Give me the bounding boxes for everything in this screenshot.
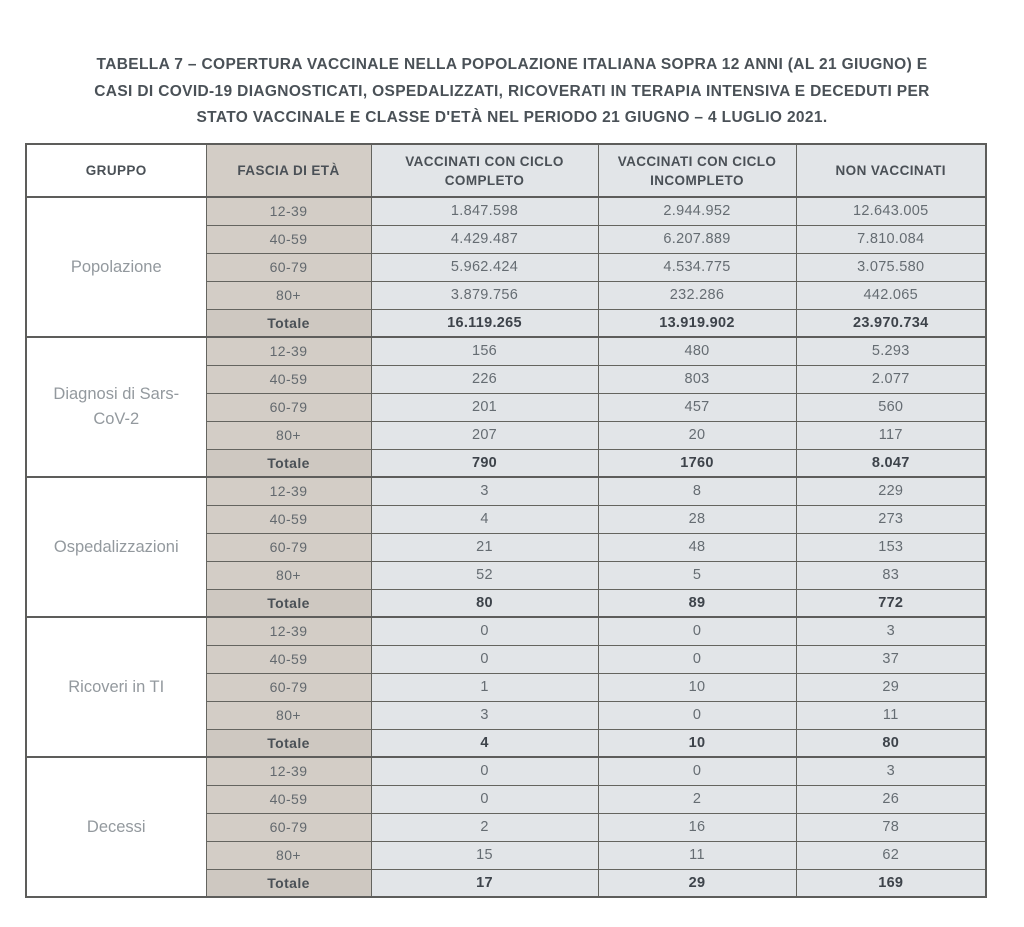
value-cell: 8.047 bbox=[796, 449, 986, 477]
age-band-cell: 12-39 bbox=[206, 757, 371, 785]
value-cell: 89 bbox=[598, 589, 796, 617]
age-band-cell: 80+ bbox=[206, 561, 371, 589]
age-band-cell: Totale bbox=[206, 449, 371, 477]
value-cell: 37 bbox=[796, 645, 986, 673]
age-band-cell: Totale bbox=[206, 309, 371, 337]
table-body bbox=[26, 197, 986, 897]
value-cell: 117 bbox=[796, 421, 986, 449]
age-band-cell: 12-39 bbox=[206, 337, 371, 365]
value-cell: 26 bbox=[796, 785, 986, 813]
group-label-decessi: Decessi bbox=[26, 757, 206, 897]
value-cell: 1.847.598 bbox=[371, 197, 598, 225]
age-band-cell: Totale bbox=[206, 729, 371, 757]
value-cell: 0 bbox=[371, 757, 598, 785]
caption-line-3: STATO VACCINALE E CLASSE D'ETÀ NEL PERIODO 21 GIUGNO – 4 LUGLIO 2021. bbox=[196, 109, 828, 126]
value-cell: 7.810.084 bbox=[796, 225, 986, 253]
age-band-cell: Totale bbox=[206, 589, 371, 617]
age-band-cell: 60-79 bbox=[206, 533, 371, 561]
value-cell: 0 bbox=[371, 645, 598, 673]
group-label-diagnosi-di-sars-cov-2: Diagnosi di Sars-CoV-2 bbox=[26, 337, 206, 477]
value-cell: 10 bbox=[598, 673, 796, 701]
value-cell: 156 bbox=[371, 337, 598, 365]
age-band-cell: 40-59 bbox=[206, 645, 371, 673]
col-header-vaccinati-ciclo-incompleto: VACCINATI CON CICLO INCOMPLETO bbox=[598, 144, 796, 197]
age-band-cell: 60-79 bbox=[206, 673, 371, 701]
value-cell: 80 bbox=[371, 589, 598, 617]
value-cell: 3.075.580 bbox=[796, 253, 986, 281]
age-band-cell: 40-59 bbox=[206, 365, 371, 393]
value-cell: 232.286 bbox=[598, 281, 796, 309]
value-cell: 16.119.265 bbox=[371, 309, 598, 337]
col-header-vaccinati-ciclo-completo: VACCINATI CON CICLO COMPLETO bbox=[371, 144, 598, 197]
value-cell: 5.962.424 bbox=[371, 253, 598, 281]
table-row bbox=[26, 337, 986, 365]
age-band-cell: 40-59 bbox=[206, 505, 371, 533]
value-cell: 62 bbox=[796, 841, 986, 869]
value-cell: 8 bbox=[598, 477, 796, 505]
value-cell: 52 bbox=[371, 561, 598, 589]
value-cell: 5 bbox=[598, 561, 796, 589]
value-cell: 3 bbox=[796, 617, 986, 645]
value-cell: 169 bbox=[796, 869, 986, 897]
age-band-cell: 40-59 bbox=[206, 225, 371, 253]
value-cell: 4 bbox=[371, 505, 598, 533]
age-band-cell: 12-39 bbox=[206, 197, 371, 225]
value-cell: 4 bbox=[371, 729, 598, 757]
value-cell: 3 bbox=[796, 757, 986, 785]
value-cell: 0 bbox=[598, 617, 796, 645]
col-header-gruppo: GRUPPO bbox=[26, 144, 206, 197]
age-band-cell: 60-79 bbox=[206, 253, 371, 281]
age-band-cell: 60-79 bbox=[206, 393, 371, 421]
value-cell: 4.534.775 bbox=[598, 253, 796, 281]
age-band-cell: 12-39 bbox=[206, 477, 371, 505]
value-cell: 790 bbox=[371, 449, 598, 477]
value-cell: 28 bbox=[598, 505, 796, 533]
value-cell: 153 bbox=[796, 533, 986, 561]
value-cell: 226 bbox=[371, 365, 598, 393]
col-header-non-vaccinati: NON VACCINATI bbox=[796, 144, 986, 197]
group-label-ospedalizzazioni: Ospedalizzazioni bbox=[26, 477, 206, 617]
value-cell: 1760 bbox=[598, 449, 796, 477]
table-row bbox=[26, 757, 986, 785]
value-cell: 15 bbox=[371, 841, 598, 869]
age-band-cell: 80+ bbox=[206, 421, 371, 449]
value-cell: 80 bbox=[796, 729, 986, 757]
col-header-fascia-di-eta: FASCIA DI ETÀ bbox=[206, 144, 371, 197]
age-band-cell: 80+ bbox=[206, 841, 371, 869]
value-cell: 17 bbox=[371, 869, 598, 897]
vaccination-table bbox=[25, 143, 987, 898]
table-caption bbox=[0, 52, 1024, 132]
value-cell: 3 bbox=[371, 701, 598, 729]
value-cell: 207 bbox=[371, 421, 598, 449]
value-cell: 480 bbox=[598, 337, 796, 365]
value-cell: 0 bbox=[598, 757, 796, 785]
value-cell: 2 bbox=[598, 785, 796, 813]
age-band-cell: Totale bbox=[206, 869, 371, 897]
value-cell: 12.643.005 bbox=[796, 197, 986, 225]
value-cell: 229 bbox=[796, 477, 986, 505]
value-cell: 11 bbox=[796, 701, 986, 729]
value-cell: 3 bbox=[371, 477, 598, 505]
value-cell: 11 bbox=[598, 841, 796, 869]
value-cell: 10 bbox=[598, 729, 796, 757]
group-label-ricoveri-in-ti: Ricoveri in TI bbox=[26, 617, 206, 757]
value-cell: 16 bbox=[598, 813, 796, 841]
value-cell: 772 bbox=[796, 589, 986, 617]
group-label-popolazione: Popolazione bbox=[26, 197, 206, 337]
value-cell: 83 bbox=[796, 561, 986, 589]
header-row bbox=[26, 144, 986, 197]
value-cell: 2.077 bbox=[796, 365, 986, 393]
value-cell: 29 bbox=[796, 673, 986, 701]
value-cell: 1 bbox=[371, 673, 598, 701]
table-row bbox=[26, 197, 986, 225]
age-band-cell: 80+ bbox=[206, 701, 371, 729]
value-cell: 20 bbox=[598, 421, 796, 449]
value-cell: 48 bbox=[598, 533, 796, 561]
value-cell: 457 bbox=[598, 393, 796, 421]
value-cell: 21 bbox=[371, 533, 598, 561]
value-cell: 0 bbox=[598, 645, 796, 673]
table-row bbox=[26, 617, 986, 645]
value-cell: 13.919.902 bbox=[598, 309, 796, 337]
value-cell: 442.065 bbox=[796, 281, 986, 309]
value-cell: 560 bbox=[796, 393, 986, 421]
value-cell: 0 bbox=[371, 617, 598, 645]
value-cell: 6.207.889 bbox=[598, 225, 796, 253]
value-cell: 273 bbox=[796, 505, 986, 533]
caption-line-2: CASI DI COVID-19 DIAGNOSTICATI, OSPEDALIZZATI, RICOVERATI IN TERAPIA INTENSIVA E DECEDUTI PER bbox=[94, 82, 930, 100]
value-cell: 3.879.756 bbox=[371, 281, 598, 309]
value-cell: 4.429.487 bbox=[371, 225, 598, 253]
value-cell: 2 bbox=[371, 813, 598, 841]
value-cell: 5.293 bbox=[796, 337, 986, 365]
value-cell: 201 bbox=[371, 393, 598, 421]
value-cell: 23.970.734 bbox=[796, 309, 986, 337]
table-row bbox=[26, 477, 986, 505]
age-band-cell: 80+ bbox=[206, 281, 371, 309]
value-cell: 2.944.952 bbox=[598, 197, 796, 225]
age-band-cell: 12-39 bbox=[206, 617, 371, 645]
value-cell: 29 bbox=[598, 869, 796, 897]
caption-line-1: TABELLA 7 – COPERTURA VACCINALE NELLA POPOLAZIONE ITALIANA SOPRA 12 ANNI (AL 21 GIUGNO) E bbox=[96, 56, 928, 73]
value-cell: 0 bbox=[371, 785, 598, 813]
age-band-cell: 40-59 bbox=[206, 785, 371, 813]
value-cell: 0 bbox=[598, 701, 796, 729]
age-band-cell: 60-79 bbox=[206, 813, 371, 841]
value-cell: 803 bbox=[598, 365, 796, 393]
value-cell: 78 bbox=[796, 813, 986, 841]
